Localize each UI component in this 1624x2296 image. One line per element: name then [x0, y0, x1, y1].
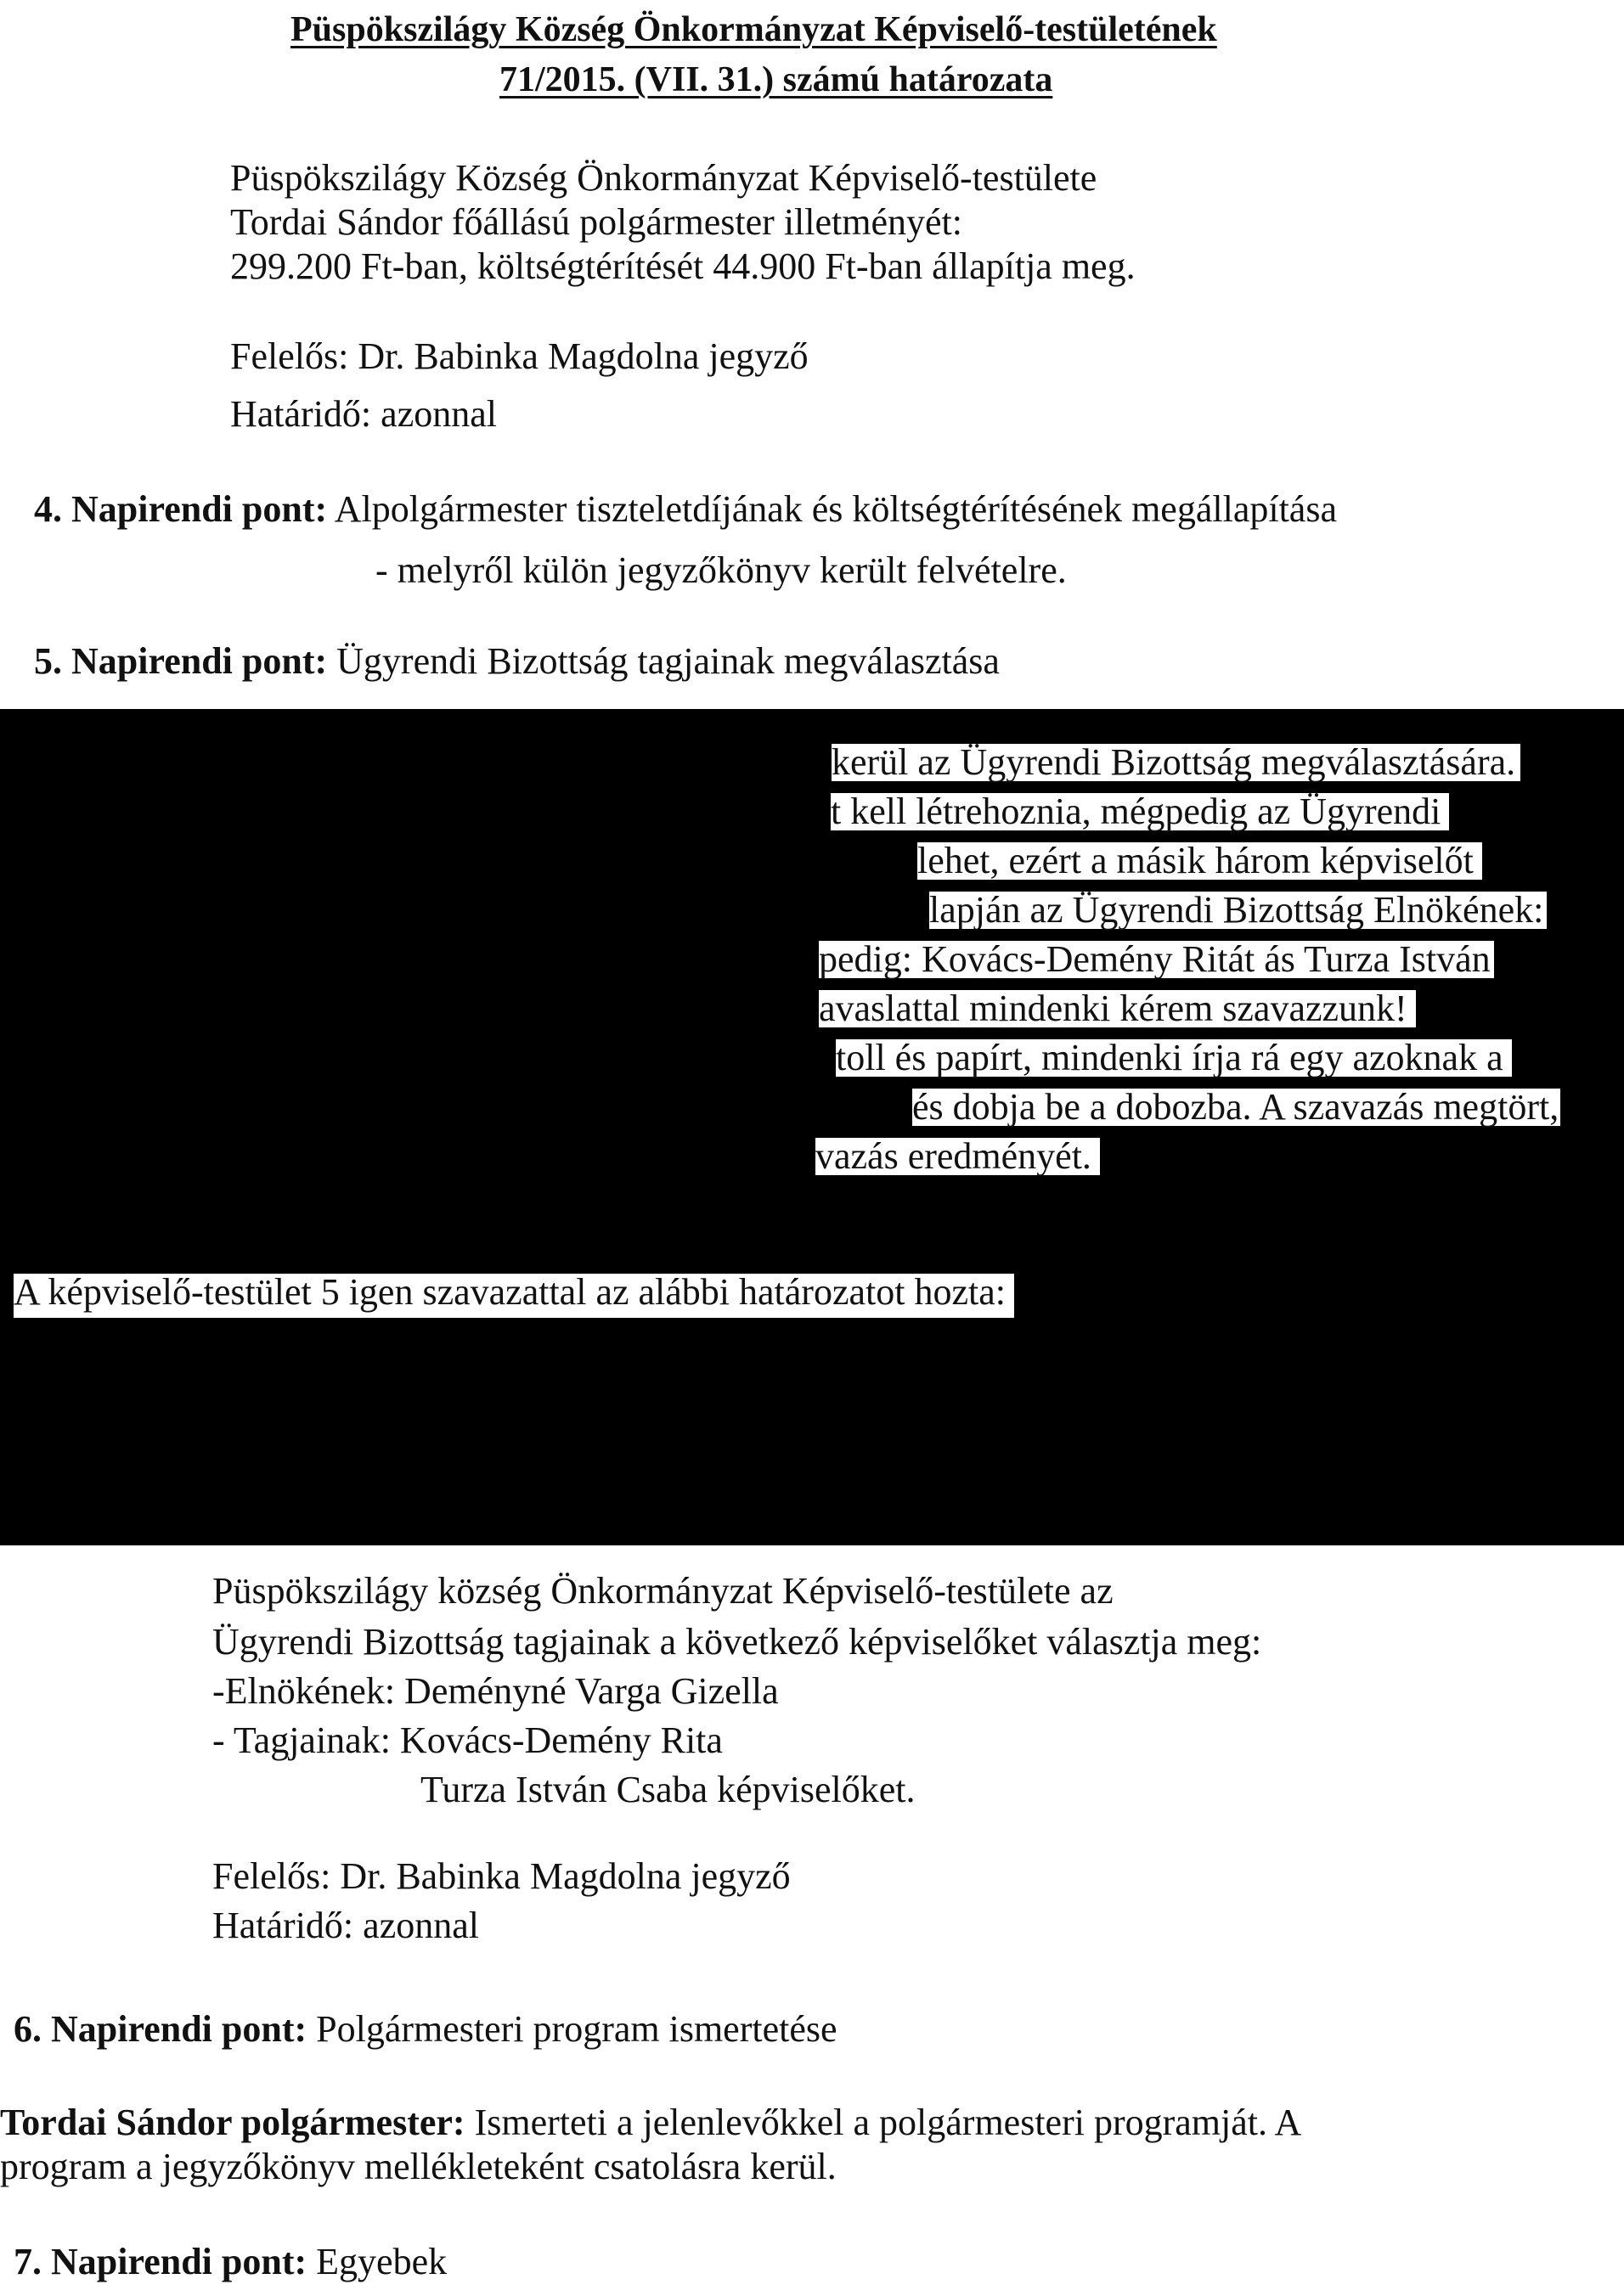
resolution72-deadline: Határidő: azonnal — [212, 1905, 479, 1946]
redacted-fragment-5: pedig: Kovács-Demény Ritát ás Turza István — [819, 941, 1494, 978]
agenda-item-4 — [34, 488, 1337, 530]
agenda-item-6 — [14, 2008, 837, 2050]
resolution71-responsible: Felelős: Dr. Babinka Magdolna jegyző — [230, 335, 809, 377]
resolution72-responsible: Felelős: Dr. Babinka Magdolna jegyző — [212, 1855, 791, 1897]
agenda-item-4-text: Alpolgármester tiszteletdíjának és költségtérítésének megállapítása — [334, 488, 1337, 530]
redaction-block-right — [1597, 747, 1624, 1257]
redacted-fragment-9: vazás eredményét. — [815, 1138, 1100, 1175]
redacted-fragment-4: lapján az Ügyrendi Bizottság Elnökének: — [929, 892, 1547, 929]
redacted-fragment-7: toll és papírt, mindenki írja rá egy azoknak a — [836, 1039, 1512, 1077]
agenda-item-4-label: 4. Napirendi pont: — [34, 488, 328, 530]
agenda-item-4-note: - melyről külön jegyzőkönyv került felvételre. — [375, 549, 1067, 591]
redacted-fragment-6: avaslattal mindenki kérem szavazzunk! — [819, 990, 1416, 1027]
redacted-fragment-8: és dobja be a dobozba. A szavazás megtört, — [912, 1086, 1559, 1128]
mayor-label: Tordai Sándor polgármester: — [0, 2102, 465, 2143]
mayor-text: Ismerteti a jelenlevőkkel a polgármesteri programját. A — [474, 2102, 1302, 2143]
agenda-item-5-label: 5. Napirendi pont: — [34, 640, 328, 682]
redacted-fragment-3: lehet, ezért a másik három képviselőt — [917, 842, 1482, 880]
agenda-item-6-text: Polgármesteri program ismertetése — [316, 2008, 837, 2050]
resolution71-deadline: Határidő: azonnal — [230, 393, 497, 435]
agenda-item-7-text: Egyebek — [316, 2241, 448, 2282]
mayor-statement — [0, 2104, 1301, 2141]
agenda-item-7-label: 7. Napirendi pont: — [14, 2241, 307, 2282]
mayor-statement-line2: program a jegyzőkönyv mellékleteként csatolásra kerül. — [0, 2146, 837, 2187]
agenda-item-6-label: 6. Napirendi pont: — [14, 2008, 307, 2050]
agenda-item-5 — [34, 640, 1000, 682]
agenda-item-5-text: Ügyrendi Bizottság tagjainak megválasztása — [336, 640, 1000, 682]
resolution71-line1: Püspökszilágy Község Önkormányzat Képviselő-testülete — [230, 157, 1097, 199]
resolution72-line4: - Tagjainak: Kovács-Demény Rita — [212, 1719, 723, 1761]
redaction-block-left — [0, 709, 831, 1252]
redacted-fragment-1: kerül az Ügyrendi Bizottság megválasztására. — [832, 744, 1520, 781]
redaction-block-lower — [0, 1189, 1624, 1545]
redacted-fragment-2: t kell létrehoznia, mégpedig az Ügyrendi — [831, 793, 1449, 830]
resolution72-line2: Ügyrendi Bizottság tagjainak a következő képviselőket választja meg: — [212, 1621, 1262, 1663]
resolution-header-line2: 71/2015. (VII. 31.) számú határozata — [499, 60, 1053, 99]
agenda-item-7 — [14, 2243, 447, 2281]
resolution71-line3: 299.200 Ft-ban, költségtérítését 44.900 Ft-ban állapítja meg. — [230, 245, 1136, 287]
resolution-header-line1: Püspökszilágy Község Önkormányzat Képviselő-testületének — [290, 10, 1217, 49]
resolution72-line1: Püspökszilágy község Önkormányzat Képviselő-testülete az — [212, 1570, 1114, 1612]
resolution72-line5: Turza István Csaba képviselőket. — [420, 1769, 916, 1810]
resolution72-line3: -Elnökének: Deményné Varga Gizella — [212, 1670, 779, 1712]
resolution71-line2: Tordai Sándor főállású polgármester illetményét: — [230, 201, 962, 243]
vote-result: A képviselő-testület 5 igen szavazattal az alábbi határozatot hozta: — [14, 1274, 1014, 1318]
